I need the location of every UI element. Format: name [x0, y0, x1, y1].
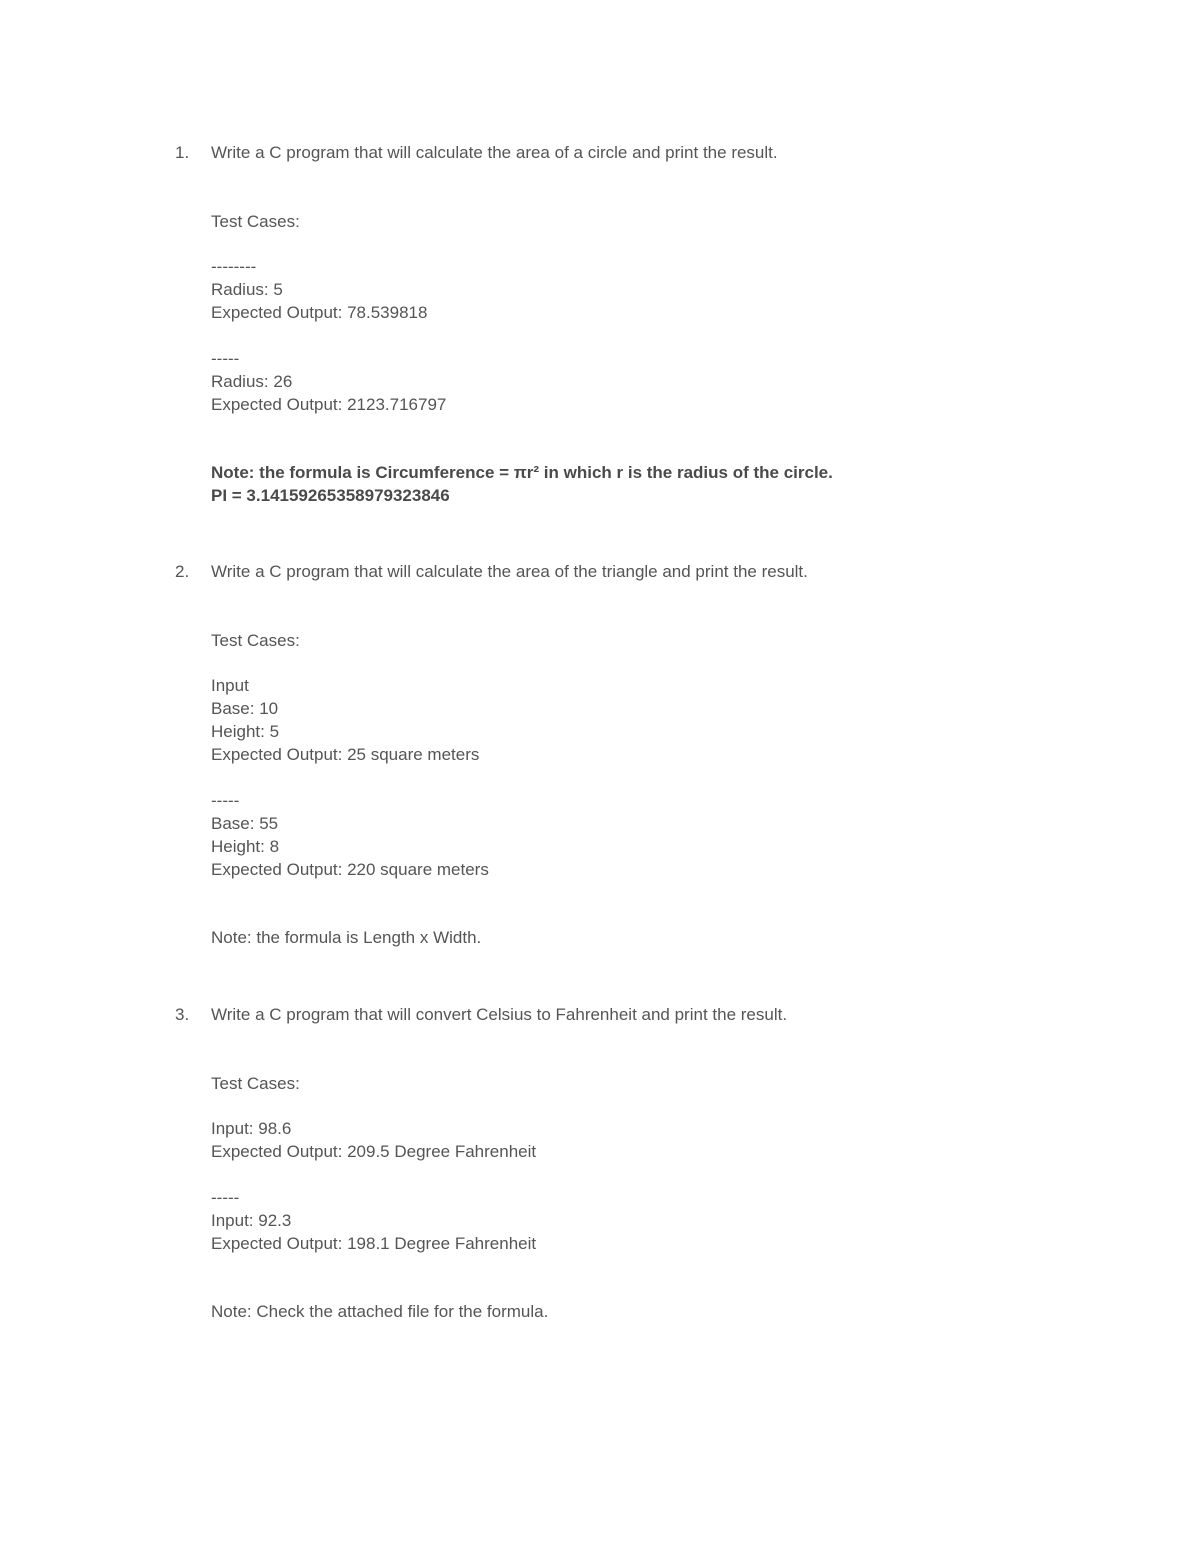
test-input: Input: 98.6	[211, 1119, 292, 1138]
expected-output: Expected Output: 198.1 Degree Fahrenheit	[211, 1234, 537, 1253]
expected-output: Expected Output: 2123.716797	[211, 395, 447, 414]
formula-note: Note: the formula is Length x Width.	[211, 928, 482, 947]
expected-output: Expected Output: 25 square meters	[211, 745, 480, 764]
problem-number: 3.	[175, 1005, 190, 1024]
separator: --------	[211, 257, 257, 276]
test-input: Base: 10	[211, 699, 279, 718]
formula-note: Note: Check the attached file for the formula.	[211, 1302, 549, 1321]
expected-output: Expected Output: 220 square meters	[211, 860, 489, 879]
test-cases-heading: Test Cases:	[211, 1074, 300, 1093]
problem-prompt: Write a C program that will calculate the area of a circle and print the result.	[211, 143, 778, 162]
test-input: Height: 5	[211, 722, 280, 741]
test-input: Radius: 5	[211, 280, 283, 299]
problem-prompt: Write a C program that will convert Celsius to Fahrenheit and print the result.	[211, 1005, 788, 1024]
test-cases-heading: Test Cases:	[211, 631, 300, 650]
expected-output: Expected Output: 209.5 Degree Fahrenheit	[211, 1142, 537, 1161]
test-input: Base: 55	[211, 814, 279, 833]
test-cases-heading: Test Cases:	[211, 212, 300, 231]
separator: -----	[211, 349, 240, 368]
input-heading: Input	[211, 676, 249, 695]
pi-constant-note: PI = 3.14159265358979323846	[211, 486, 450, 505]
problem-number: 2.	[175, 562, 190, 581]
test-input: Input: 92.3	[211, 1211, 292, 1230]
test-input: Radius: 26	[211, 372, 293, 391]
problem-prompt: Write a C program that will calculate the area of the triangle and print the result.	[211, 562, 808, 581]
separator: -----	[211, 791, 240, 810]
problem-number: 1.	[175, 143, 190, 162]
separator: -----	[211, 1188, 240, 1207]
expected-output: Expected Output: 78.539818	[211, 303, 428, 322]
test-input: Height: 8	[211, 837, 280, 856]
formula-note: Note: the formula is Circumference = πr² in which r is the radius of the circle.	[211, 463, 833, 482]
